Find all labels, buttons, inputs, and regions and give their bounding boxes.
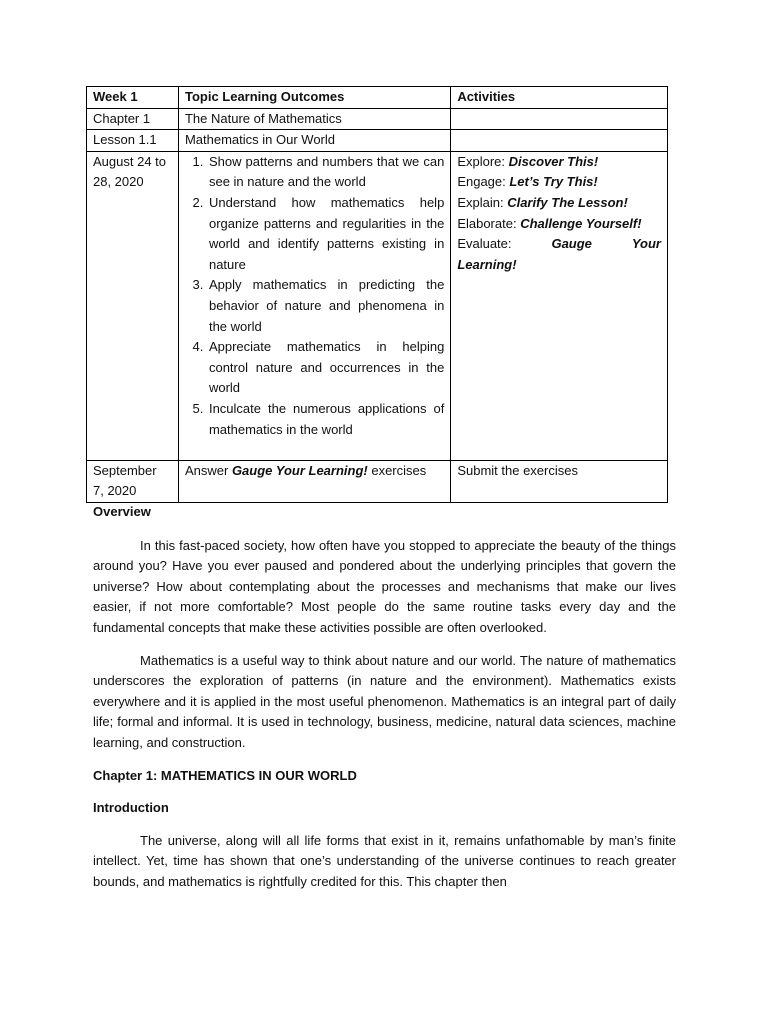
chapter-label: Chapter 1 (87, 108, 179, 130)
activity-prefix: Explore: (457, 153, 509, 169)
submission-task (178, 460, 450, 502)
activity-evaluate-continued: Learning! (457, 256, 517, 272)
outcomes-cell (178, 151, 450, 460)
activity-elaborate (457, 214, 661, 235)
activity-title: Let’s Try This! (509, 174, 598, 190)
introduction-heading: Introduction (93, 800, 169, 816)
submission-date: September 7, 2020 (87, 460, 179, 502)
outcome-item: 2. Understand how mathematics help organize patterns and regularities in the world and identify patterns existing in nature (207, 193, 444, 275)
introduction-paragraph: The universe, along will all life forms that exist in it, remains unfathomable by man’s finite intellect. Yet, time has shown that one’s understanding of the universe continues to reach greater bounds, and mathematics is rightfully credited for this. This chapter then (93, 832, 676, 889)
overview-heading: Overview (93, 504, 151, 519)
activity-title: Clarify The Lesson! (507, 194, 628, 210)
header-outcomes: Topic Learning Outcomes (178, 87, 450, 109)
table-header-row (87, 87, 668, 109)
submission-activity: Submit the exercises (451, 460, 668, 502)
activity-evaluate (457, 234, 661, 255)
overview-paragraph: In this fast-paced society, how often have you stopped to appreciate the beauty of the things around you? Have you ever paused and pondered about the underlying principles that govern the universe? How about contemplating about the processes and mechanisms that make our lives easier, if not more comfortable? Most people do the same routine tasks every day and the fundamental concepts that make these activities possible are often overlooked. (93, 537, 676, 635)
activity-prefix: Explain: (457, 194, 508, 210)
document-body (93, 502, 676, 893)
activity-explain (457, 193, 661, 214)
activity-prefix: Elaborate: (457, 215, 521, 231)
table-row-chapter (87, 108, 668, 130)
activities-cell (451, 151, 668, 460)
outcome-item: 4. Appreciate mathematics in helping control nature and occurrences in the world (207, 337, 444, 399)
header-activities: Activities (451, 87, 668, 109)
empty-cell (451, 130, 668, 152)
chapter-heading: Chapter 1: MATHEMATICS IN OUR WORLD (93, 767, 357, 783)
outcome-item: 5. Inculcate the numerous applications of mathematics in the world (207, 399, 444, 440)
activity-prefix: Engage: (457, 174, 510, 190)
activity-explore (457, 152, 661, 173)
outcome-item: 1. Show patterns and numbers that we can see in nature and the world (207, 152, 444, 193)
overview-paragraph: Mathematics is a useful way to think about nature and our world. The nature of mathematics underscores the exploration of patterns (in nature and the environment). Mathematics exists everywhere and it is applied in the most useful phenomenon. Mathematics is an integral part of daily life; formal and informal. It is used in technology, business, medicine, natural data sciences, machine learning, and construction. (93, 652, 676, 750)
activity-prefix: Evaluate: (457, 236, 512, 252)
outcomes-list (185, 152, 444, 440)
table-row-submission (87, 460, 668, 502)
schedule-date: August 24 to 28, 2020 (87, 151, 179, 460)
outcome-item: 3. Apply mathematics in predicting the behavior of nature and phenomena in the world (207, 275, 444, 337)
lesson-plan-table (86, 86, 668, 503)
chapter-title: The Nature of Mathematics (178, 108, 450, 130)
activity-engage (457, 172, 661, 193)
task-prefix: Answer (184, 462, 232, 478)
table-row-schedule (87, 151, 668, 460)
task-emphasis: Gauge Your Learning! (231, 462, 368, 478)
header-week: Week 1 (87, 87, 179, 109)
lesson-label: Lesson 1.1 (87, 130, 179, 152)
empty-cell (451, 108, 668, 130)
activity-title: Discover This! (508, 153, 599, 169)
activity-title-word: Your (631, 236, 661, 252)
task-suffix: exercises (367, 462, 427, 478)
activity-title-word: Gauge (551, 236, 592, 252)
table-row-lesson (87, 130, 668, 152)
activity-title: Challenge Yourself! (520, 215, 642, 231)
lesson-title: Mathematics in Our World (178, 130, 450, 152)
